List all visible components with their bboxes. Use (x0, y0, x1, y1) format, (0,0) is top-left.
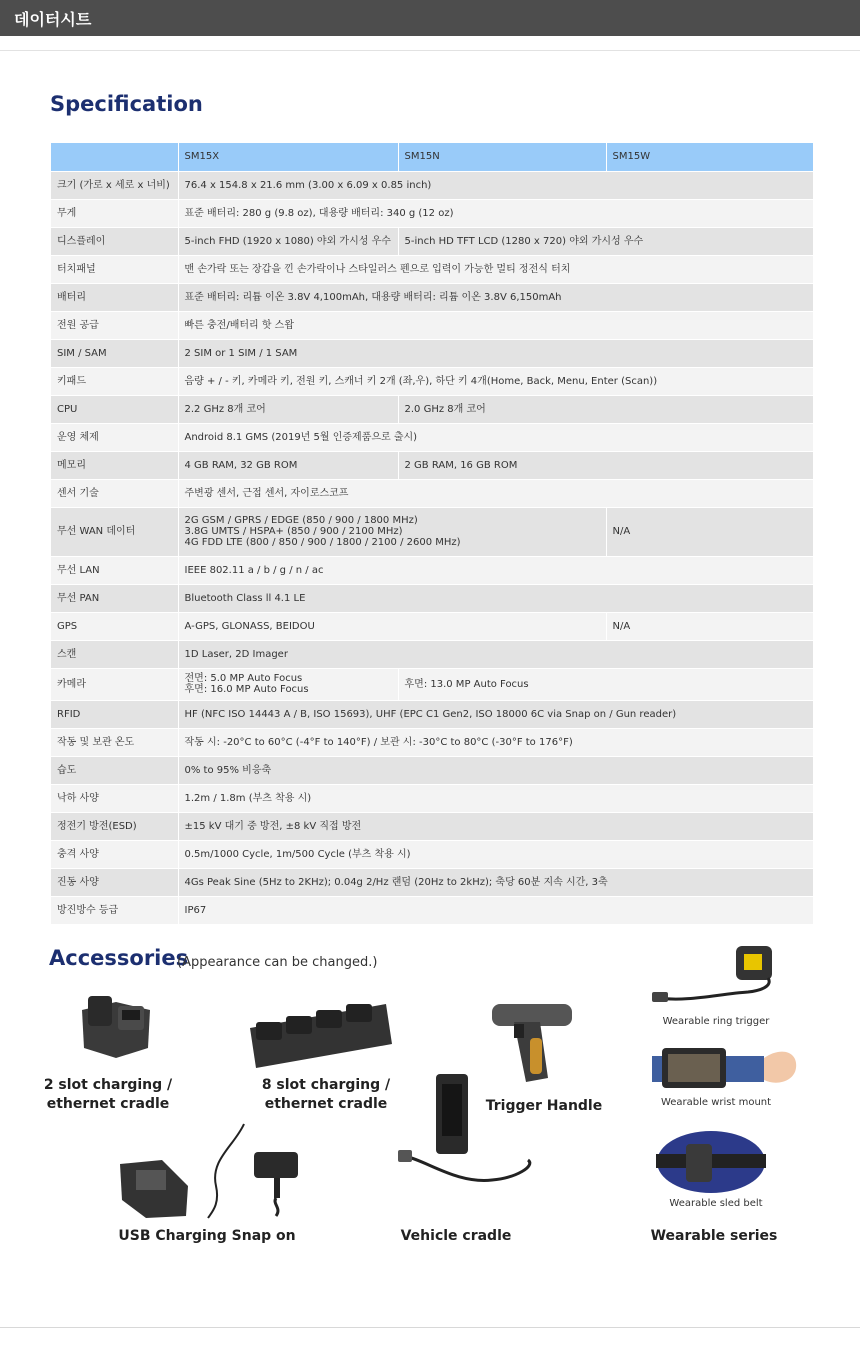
sled-belt-label: Wearable sled belt (669, 1198, 763, 1209)
row-value: 4 GB RAM, 32 GB ROM (178, 451, 398, 479)
row-label: 전원 공급 (51, 311, 178, 339)
header-cell: SM15X (178, 143, 398, 171)
row-label: SIM / SAM (51, 339, 178, 367)
row-label: 터치패널 (51, 255, 178, 283)
eight-slot-cradle-image (246, 998, 394, 1070)
row-value: Bluetooth Class ll 4.1 LE (178, 584, 813, 612)
row-value: IEEE 802.11 a / b / g / n / ac (178, 556, 813, 584)
row-label: 메모리 (51, 451, 178, 479)
row-value: 2.0 GHz 8개 코어 (398, 395, 813, 423)
specification-title: Specification (50, 92, 203, 116)
row-value: 후면: 13.0 MP Auto Focus (398, 668, 813, 700)
row-value: 주변광 센서, 근접 센서, 자이로스코프 (178, 479, 813, 507)
row-label: 충격 사양 (51, 840, 178, 868)
wearable-series-label: Wearable series (650, 1228, 778, 1244)
row-value-line: 후면: 16.0 MP Auto Focus (184, 684, 309, 695)
table-row (51, 640, 813, 668)
table-row (51, 479, 813, 507)
row-value: 표준 배터리: 리튬 이온 3.8V 4,100mAh, 대용량 배터리: 리튬 이온 3.8V 6,150mAh (178, 283, 813, 311)
table-row (51, 255, 813, 283)
eight-slot-cradle-label (248, 1076, 404, 1114)
row-label: 카메라 (51, 668, 178, 700)
table-row (51, 756, 813, 784)
row-value: 0% to 95% 비응축 (178, 756, 813, 784)
divider (0, 1327, 860, 1328)
row-value: 5-inch HD TFT LCD (1280 x 720) 야외 가시성 우수 (398, 227, 813, 255)
header-cell: SM15N (398, 143, 606, 171)
usb-snap-on-label: USB Charging Snap on (118, 1228, 296, 1244)
table-row (51, 868, 813, 896)
row-value: 0.5m/1000 Cycle, 1m/500 Cycle (부츠 착용 시) (178, 840, 813, 868)
table-row (51, 556, 813, 584)
table-row (51, 700, 813, 728)
table-row (51, 507, 813, 556)
table-row (51, 395, 813, 423)
table-row (51, 584, 813, 612)
page-title: 데이터시트 (14, 10, 92, 29)
row-value-line: 전면: 5.0 MP Auto Focus (184, 673, 303, 684)
row-label: GPS (51, 612, 178, 640)
table-row (51, 171, 813, 199)
header-bar (0, 0, 860, 36)
table-row (51, 612, 813, 640)
table-row (51, 283, 813, 311)
row-value: 76.4 x 154.8 x 21.6 mm (3.00 x 6.09 x 0.85 inch) (178, 171, 813, 199)
two-slot-cradle-label (40, 1076, 176, 1114)
wrist-mount-image (652, 1040, 800, 1092)
usb-snap-on-image (116, 1120, 306, 1220)
table-row (51, 199, 813, 227)
row-value: 빠른 충전/배터리 핫 스왑 (178, 311, 813, 339)
row-label: 스캔 (51, 640, 178, 668)
table-row (51, 728, 813, 756)
accessories-note: (Appearance can be changed.) (177, 955, 378, 970)
spec-header-row (51, 143, 813, 171)
table-row (51, 784, 813, 812)
row-value (178, 668, 398, 700)
table-row (51, 668, 813, 700)
row-value (178, 507, 606, 556)
row-value-line: 4G FDD LTE (800 / 850 / 900 / 1800 / 2100 / 2600 MHz) (184, 537, 461, 548)
divider (0, 50, 860, 51)
row-value: 4Gs Peak Sine (5Hz to 2KHz); 0.04g 2/Hz 랜덤 (20Hz to 2kHz); 축당 60분 지속 시간, 3축 (178, 868, 813, 896)
row-value: 1D Laser, 2D Imager (178, 640, 813, 668)
row-label: 낙하 사양 (51, 784, 178, 812)
row-label: 작동 및 보관 온도 (51, 728, 178, 756)
label-line: ethernet cradle (264, 1096, 388, 1112)
table-row (51, 840, 813, 868)
row-value: Android 8.1 GMS (2019년 5월 인증제품으로 출시) (178, 423, 813, 451)
table-row (51, 367, 813, 395)
row-label: 무선 LAN (51, 556, 178, 584)
sled-belt-image (656, 1130, 766, 1194)
header-cell: SM15W (606, 143, 813, 171)
two-slot-cradle-image (76, 992, 156, 1062)
row-value: 2.2 GHz 8개 코어 (178, 395, 398, 423)
label-line: ethernet cradle (46, 1096, 170, 1112)
header-cell (51, 143, 178, 171)
row-label: 크기 (가로 x 세로 x 너비) (51, 171, 178, 199)
row-value: 2 SIM or 1 SIM / 1 SAM (178, 339, 813, 367)
table-row (51, 451, 813, 479)
row-value: N/A (606, 612, 813, 640)
row-label: 디스플레이 (51, 227, 178, 255)
row-value-line: 3.8G UMTS / HSPA+ (850 / 900 / 2100 MHz) (184, 526, 403, 537)
row-value: 음량 + / - 키, 카메라 키, 전원 키, 스캐너 키 2개 (좌,우), 하단 키 4개(Home, Back, Menu, Enter (Scan)) (178, 367, 813, 395)
row-label: 무선 WAN 데이터 (51, 507, 178, 556)
ring-trigger-image (648, 942, 788, 1010)
row-value: IP67 (178, 896, 813, 924)
row-label: 정전기 방전(ESD) (51, 812, 178, 840)
row-label: 습도 (51, 756, 178, 784)
trigger-handle-label: Trigger Handle (485, 1098, 603, 1114)
row-label: 운영 체제 (51, 423, 178, 451)
table-row (51, 227, 813, 255)
row-label: 방진방수 등급 (51, 896, 178, 924)
table-row (51, 339, 813, 367)
vehicle-cradle-label: Vehicle cradle (400, 1228, 512, 1244)
row-label: 키패드 (51, 367, 178, 395)
table-row (51, 423, 813, 451)
row-value: 작동 시: -20°C to 60°C (-4°F to 140°F) / 보관 시: -30°C to 80°C (-30°F to 176°F) (178, 728, 813, 756)
row-label: RFID (51, 700, 178, 728)
row-value: A-GPS, GLONASS, BEIDOU (178, 612, 606, 640)
row-value: 표준 배터리: 280 g (9.8 oz), 대용량 배터리: 340 g (12 oz) (178, 199, 813, 227)
row-value: 5-inch FHD (1920 x 1080) 야외 가시성 우수 (178, 227, 398, 255)
row-value: HF (NFC ISO 14443 A / B, ISO 15693), UHF (EPC C1 Gen2, ISO 18000 6C via Snap on / Gun reader) (178, 700, 813, 728)
row-value: 맨 손가락 또는 장갑을 낀 손가락이나 스타일러스 펜으로 입력이 가능한 멀티 정전식 터치 (178, 255, 813, 283)
row-label: CPU (51, 395, 178, 423)
row-value: N/A (606, 507, 813, 556)
label-line: 8 slot charging / (261, 1077, 391, 1093)
table-row (51, 896, 813, 924)
row-label: 배터리 (51, 283, 178, 311)
table-row (51, 311, 813, 339)
ring-trigger-label: Wearable ring trigger (662, 1016, 770, 1027)
row-value: ±15 kV 대기 중 방전, ±8 kV 직접 방전 (178, 812, 813, 840)
row-label: 무게 (51, 199, 178, 227)
row-label: 진동 사양 (51, 868, 178, 896)
row-value: 1.2m / 1.8m (부츠 착용 시) (178, 784, 813, 812)
table-row (51, 812, 813, 840)
vehicle-cradle-image (396, 1070, 538, 1200)
row-label: 센서 기술 (51, 479, 178, 507)
wrist-mount-label: Wearable wrist mount (660, 1097, 772, 1108)
row-value: 2 GB RAM, 16 GB ROM (398, 451, 813, 479)
accessories-title: Accessories (49, 946, 189, 970)
row-value-line: 2G GSM / GPRS / EDGE (850 / 900 / 1800 MHz) (184, 515, 418, 526)
row-label: 무선 PAN (51, 584, 178, 612)
spec-table (51, 143, 814, 925)
label-line: 2 slot charging / (43, 1077, 173, 1093)
